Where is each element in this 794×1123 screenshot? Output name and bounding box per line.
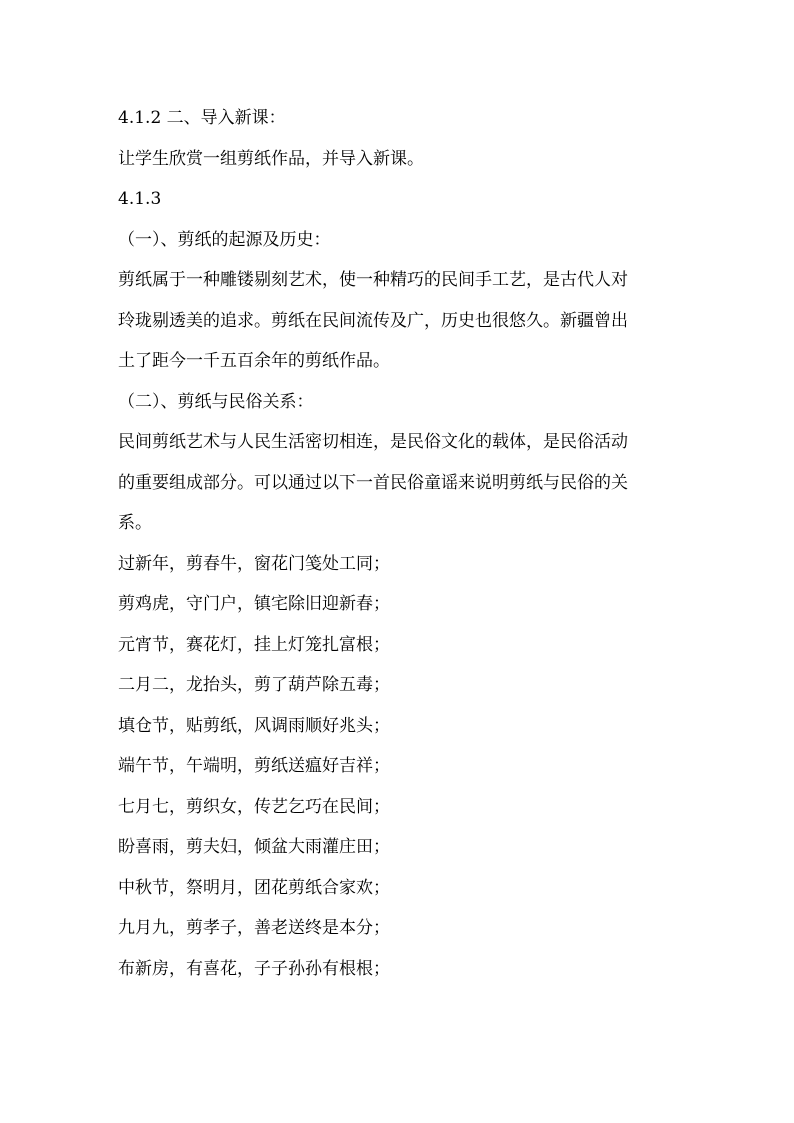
rhyme-line: 元宵节，赛花灯，挂上灯笼扎富根； bbox=[118, 634, 390, 655]
subheading-origin-history: （一）、剪纸的起源及历史： bbox=[118, 229, 331, 250]
rhyme-line: 中秋节，祭明月，团花剪纸合家欢； bbox=[118, 877, 390, 898]
rhyme-line: 布新房，有喜花，子子孙孙有根根； bbox=[118, 958, 390, 979]
rhyme-line: 二月二，龙抬头，剪了葫芦除五毒； bbox=[118, 675, 390, 695]
rhyme-line: 剪鸡虎，守门户，镇宅除旧迎新春； bbox=[118, 594, 390, 614]
rhyme-line: 过新年，剪春牛，窗花门笺处工同； bbox=[118, 553, 390, 574]
rhyme-line: 七月七，剪织女，传艺乞巧在民间； bbox=[118, 796, 390, 817]
paragraph-intro: 让学生欣赏一组剪纸作品，并导入新课。 bbox=[118, 148, 424, 169]
heading-4-1-2: 4.1.2 二、导入新课： bbox=[118, 108, 286, 128]
subheading-folk-custom: （二）、剪纸与民俗关系： bbox=[118, 391, 314, 412]
paragraph-origin-line-1: 剪纸属于一种雕镂剔刻艺术，使一种精巧的民间手工艺，是古代人对 bbox=[118, 270, 628, 290]
paragraph-origin-line-2: 玲珑剔透美的追求。剪纸在民间流传及广，历史也很悠久。新疆曾出 bbox=[118, 310, 628, 331]
paragraph-folk-line-2: 的重要组成部分。可以通过以下一首民俗童谣来说明剪纸与民俗的关 bbox=[118, 472, 628, 493]
rhyme-line: 端午节，午端明，剪纸送瘟好吉祥； bbox=[118, 756, 390, 776]
rhyme-line: 盼喜雨，剪夫妇，倾盆大雨灌庄田； bbox=[118, 837, 390, 857]
paragraph-origin-line-3: 土了距今一千五百余年的剪纸作品。 bbox=[118, 351, 390, 371]
rhyme-line: 九月九，剪孝子，善老送终是本分； bbox=[118, 918, 390, 938]
paragraph-folk-line-3: 系。 bbox=[118, 513, 152, 533]
paragraph-folk-line-1: 民间剪纸艺术与人民生活密切相连，是民俗文化的载体，是民俗活动 bbox=[118, 432, 628, 452]
document-body bbox=[118, 104, 688, 995]
heading-4-1-3: 4.1.3 bbox=[118, 189, 162, 209]
rhyme-line: 填仓节，贴剪纸，风调雨顺好兆头； bbox=[118, 715, 390, 736]
